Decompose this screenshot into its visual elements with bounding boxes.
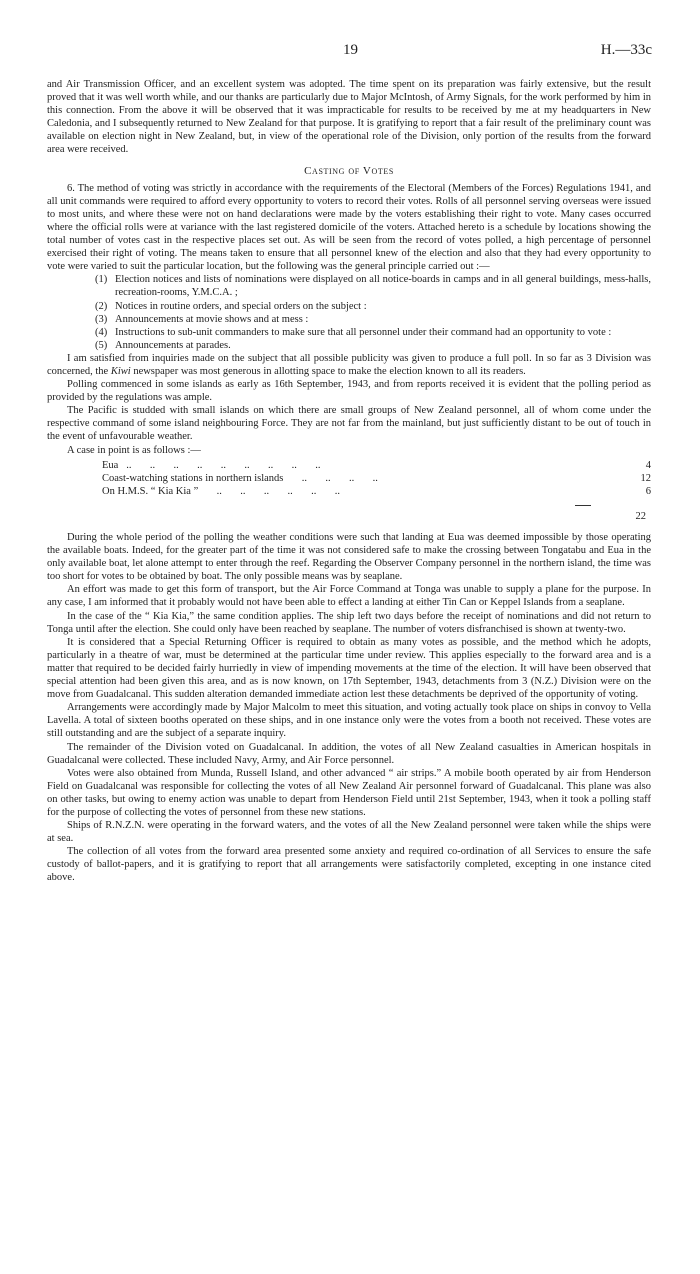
- table-row: [102, 472, 651, 485]
- total-rule: [575, 505, 591, 506]
- list-item: [95, 300, 651, 313]
- case-total: 22: [635, 510, 646, 522]
- row-label: On H.M.S. “ Kia Kia ” .. .. .. .. .. ..: [102, 485, 340, 497]
- paragraph: Arrangements were accordingly made by Major Malcolm to meet this situation, and voting actually took place on ships in convoy to Vella Lavella. A total of sixteen booths operated on these ships, and in one instance only were the votes from a booth not received. These votes are still outstanding and are the subject of a separate inquiry.: [47, 702, 651, 740]
- list-item-number: (4): [95, 326, 108, 338]
- list-item-text: Instructions to sub-unit commanders to make sure that all personnel under their command had an opportunity to vote :: [115, 326, 612, 338]
- list-item: [95, 273, 651, 299]
- principles-list: [47, 273, 651, 352]
- row-label: Coast-watching stations in northern islands .. .. .. ..: [102, 472, 378, 484]
- list-item-number: (2): [95, 300, 108, 312]
- list-item-text: Election notices and lists of nominations were displayed on all notice-boards in camps and in all general buildings, mess-halls, recreation-rooms, Y.M.C.A. ;: [115, 274, 651, 299]
- page-number: 19: [343, 42, 358, 58]
- publicity-text-before: I am satisfied from inquiries made on the subject that all possible publicity was given to produce a full poll. In so far as 3 Division was concerned, the: [47, 352, 651, 377]
- page-header: [0, 42, 700, 62]
- paragraph: Votes were also obtained from Munda, Russell Island, and other advanced “ air strips.” A mobile booth operated by air from Henderson Field on Guadalcanal was responsible for collecting the votes of all New Zealand Air personnel forward of Guadalcanal. This plane was also on other tasks, but owing to enemy action was unable to depart from Henderson Field until 21st September, 1943, when it took a polling staff for the purpose of collecting the votes of personnel from these new stations.: [47, 767, 651, 818]
- row-label: Eua .. .. .. .. .. .. .. .. ..: [102, 459, 321, 471]
- row-value: 6: [645, 485, 651, 497]
- list-item: [95, 326, 651, 339]
- publicity-paragraph: [47, 352, 651, 378]
- list-item: [95, 313, 651, 326]
- list-item-text: Announcements at parades.: [115, 339, 231, 351]
- list-item-text: Notices in routine orders, and special orders on the subject :: [115, 300, 367, 312]
- paragraph: Ships of R.N.Z.N. were operating in the forward waters, and the votes of all the New Zealand personnel were taken while the ships were at sea.: [47, 820, 651, 845]
- section-heading: Casting of Votes: [304, 164, 394, 177]
- list-item-number: (5): [95, 339, 108, 351]
- list-item-number: (3): [95, 313, 108, 325]
- case-table: [102, 459, 651, 498]
- row-value: 4: [645, 459, 651, 471]
- table-row: [102, 459, 651, 472]
- paragraph: An effort was made to get this form of transport, but the Air Force Command at Tonga was unable to supply a plane for the purpose. In any case, I am informed that it probably would not have been able to effect a landing at either Tin Can or Keppel Islands from a seaplane.: [47, 584, 651, 609]
- publicity-text-after: newspaper was most generous in allotting space to make the election known to all its readers.: [130, 365, 526, 377]
- intro-paragraph: and Air Transmission Officer, and an excellent system was adopted. The time spent on its preparation was fairly extensive, but the result proved that it was well worth while, and our thanks are particularly due to Major McIntosh, of Army Signals, for the work performed by him in this connection. From the above it will be observed that it was impracticable for results to be received by me at my headquarters in New Caledonia, and I subsequently returned to New Zealand for that purpose. It is gratifying to report that a fair result of the preliminary count was available on election night in New Zealand, but, in view of the operational role of the Division, only portion of the results from the forward area were received.: [47, 79, 651, 156]
- paragraph-6: 6. The method of voting was strictly in accordance with the requirements of the Electoral (Members of the Forces) Regulations 1941, and all unit commands were required to afford every opportunity to voters to record their votes. Rolls of all personnel serving overseas were issued to most units, and where these were not on hand declarations were made by the voters establishing their right to vote. Many cases occurred where the official rolls were at variance with the last registered domicile of the voters. Attached hereto is a schedule by locations showing the total number of votes cast in the respective places set out. As will be seen from the record of votes polled, a high percentage of personnel exercised their right of voting. The means taken to ensure that all personnel knew of the election and also that they had every opportunity to vote were varied to suit the particular location, but the following was the general principle carried out :—: [47, 182, 651, 273]
- list-item-text: Announcements at movie shows and at mess :: [115, 313, 309, 325]
- document-reference: H.—33c: [600, 42, 652, 58]
- kiwi-newspaper-name: Kiwi: [110, 365, 131, 377]
- list-item: [95, 339, 651, 352]
- polling-paragraph: Polling commenced in some islands as early as 16th September, 1943, and from reports received it is evident that the polling period as provided by the regulations was ample.: [47, 379, 651, 404]
- pacific-paragraph: The Pacific is studded with small islands on which there are small groups of New Zealand personnel, all of whom come under the respective command of some island neighbouring Force. They are not far from the mainland, but just sufficiently distant to be out of touch in the event of unfavourable weather.: [47, 405, 651, 443]
- paragraph: The remainder of the Division voted on Guadalcanal. In addition, the votes of all New Zealand casualties in American hospitals in Guadalcanal were collected. These included Navy, Army, and Air Force personnel.: [47, 741, 651, 766]
- paragraph: During the whole period of the polling the weather conditions were such that landing at Eua was deemed impossible by those operating the available boats. Indeed, for the greater part of the time it was not considered safe to make the crossing between Tongatabu and Eua in the only available boat, let alone attempt to enter through the reef. Regarding the Observer Company personnel in the northern island, the time was too short for votes to be obtained by boat. The only possible means was by seaplane.: [47, 532, 651, 583]
- paragraph: In the case of the “ Kia Kia,” the same condition applies. The ship left two days before the receipt of nominations and did not return to Tonga until after the election. She could only have been reached by seaplane. The number of voters disfranchised is shown at twenty-two.: [47, 610, 651, 635]
- paragraph: The collection of all votes from the forward area presented some anxiety and required co-ordination of all Services to ensure the safe custody of ballot-papers, and it is gratifying to report that all arrangements were satisfactorily completed, excepting in one instance cited above.: [47, 846, 651, 884]
- row-value: 12: [640, 472, 651, 484]
- table-row: [102, 485, 651, 498]
- page-body: [47, 78, 651, 885]
- list-item-number: (1): [95, 274, 108, 286]
- paragraph: It is considered that a Special Returning Officer is required to obtain as many votes as possible, and the method which he adopts, particularly in a theatre of war, must be determined at the particular time under review. This applies especially to the forward area and is a matter that required to be decided fairly hurriedly in view of impending movements at the time of the election. It will have been observed that special attention had been given this area, and as is now known, on 17th September, 1943, detachments from 3 (N.Z.) Division were on the move from Guadalcanal. This sudden alteration demanded immediate action lest these detachments be deprived of the opportunity of voting.: [47, 636, 651, 701]
- case-intro: A case in point is as follows :—: [67, 444, 201, 456]
